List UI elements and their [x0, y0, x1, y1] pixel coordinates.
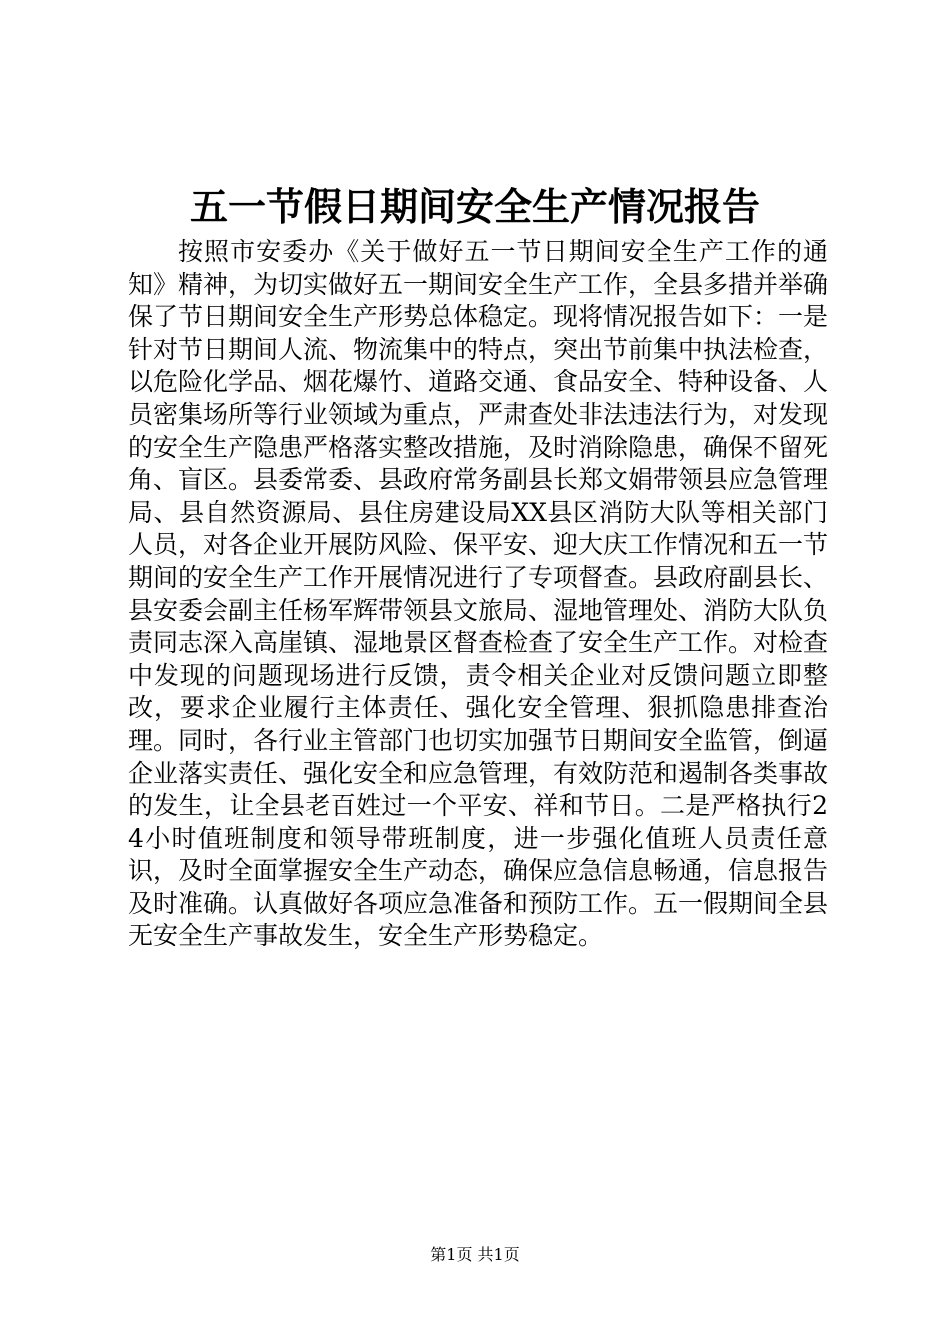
- page-footer: 第1页 共1页: [430, 1245, 520, 1264]
- document-body: 按照市安委办《关于做好五一节日期间安全生产工作的通知》精神，为切实做好五一期间安全生产工作，全县多措并举确保了节日期间安全生产形势总体稳定。现将情况报告如下：一是针对节日期间人流、物流集中的特点，突出节前集中执法检查，以危险化学品、烟花爆竹、道路交通、食品安全、特种设备、人员密集场所等行业领域为重点，严肃查处非法违法行为，对发现的安全生产隐患严格落实整改措施，及时消除隐患，确保不留死角、盲区。县委常委、县政府常务副县长郑文娟带领县应急管理局、县自然资源局、县住房建设局XX县区消防大队等相关部门人员，对各企业开展防风险、保平安、迎大庆工作情况和五一节期间的安全生产工作开展情况进行了专项督查。县政府副县长、县安委会副主任杨军辉带领县文旅局、湿地管理处、消防大队负责同志深入高崖镇、湿地景区督查检查了安全生产工作。对检查中发现的问题现场进行反馈，责令相关企业对反馈问题立即整改，要求企业履行主体责任、强化安全管理、狠抓隐患排查治理。同时，各行业主管部门也切实加强节日期间安全监管，倒逼企业落实责任、强化安全和应急管理，有效防范和遏制各类事故的发生，让全县老百姓过一个平安、祥和节日。二是严格执行24小时值班制度和领导带班制度，进一步强化值班人员责任意识，及时全面掌握安全生产动态，确保应急信息畅通，信息报告及时准确。认真做好各项应急准备和预防工作。五一假期间全县无安全生产事故发生，安全生产形势稳定。: [128, 237, 829, 951]
- document-title: 五一节假日期间安全生产情况报告: [189, 184, 760, 229]
